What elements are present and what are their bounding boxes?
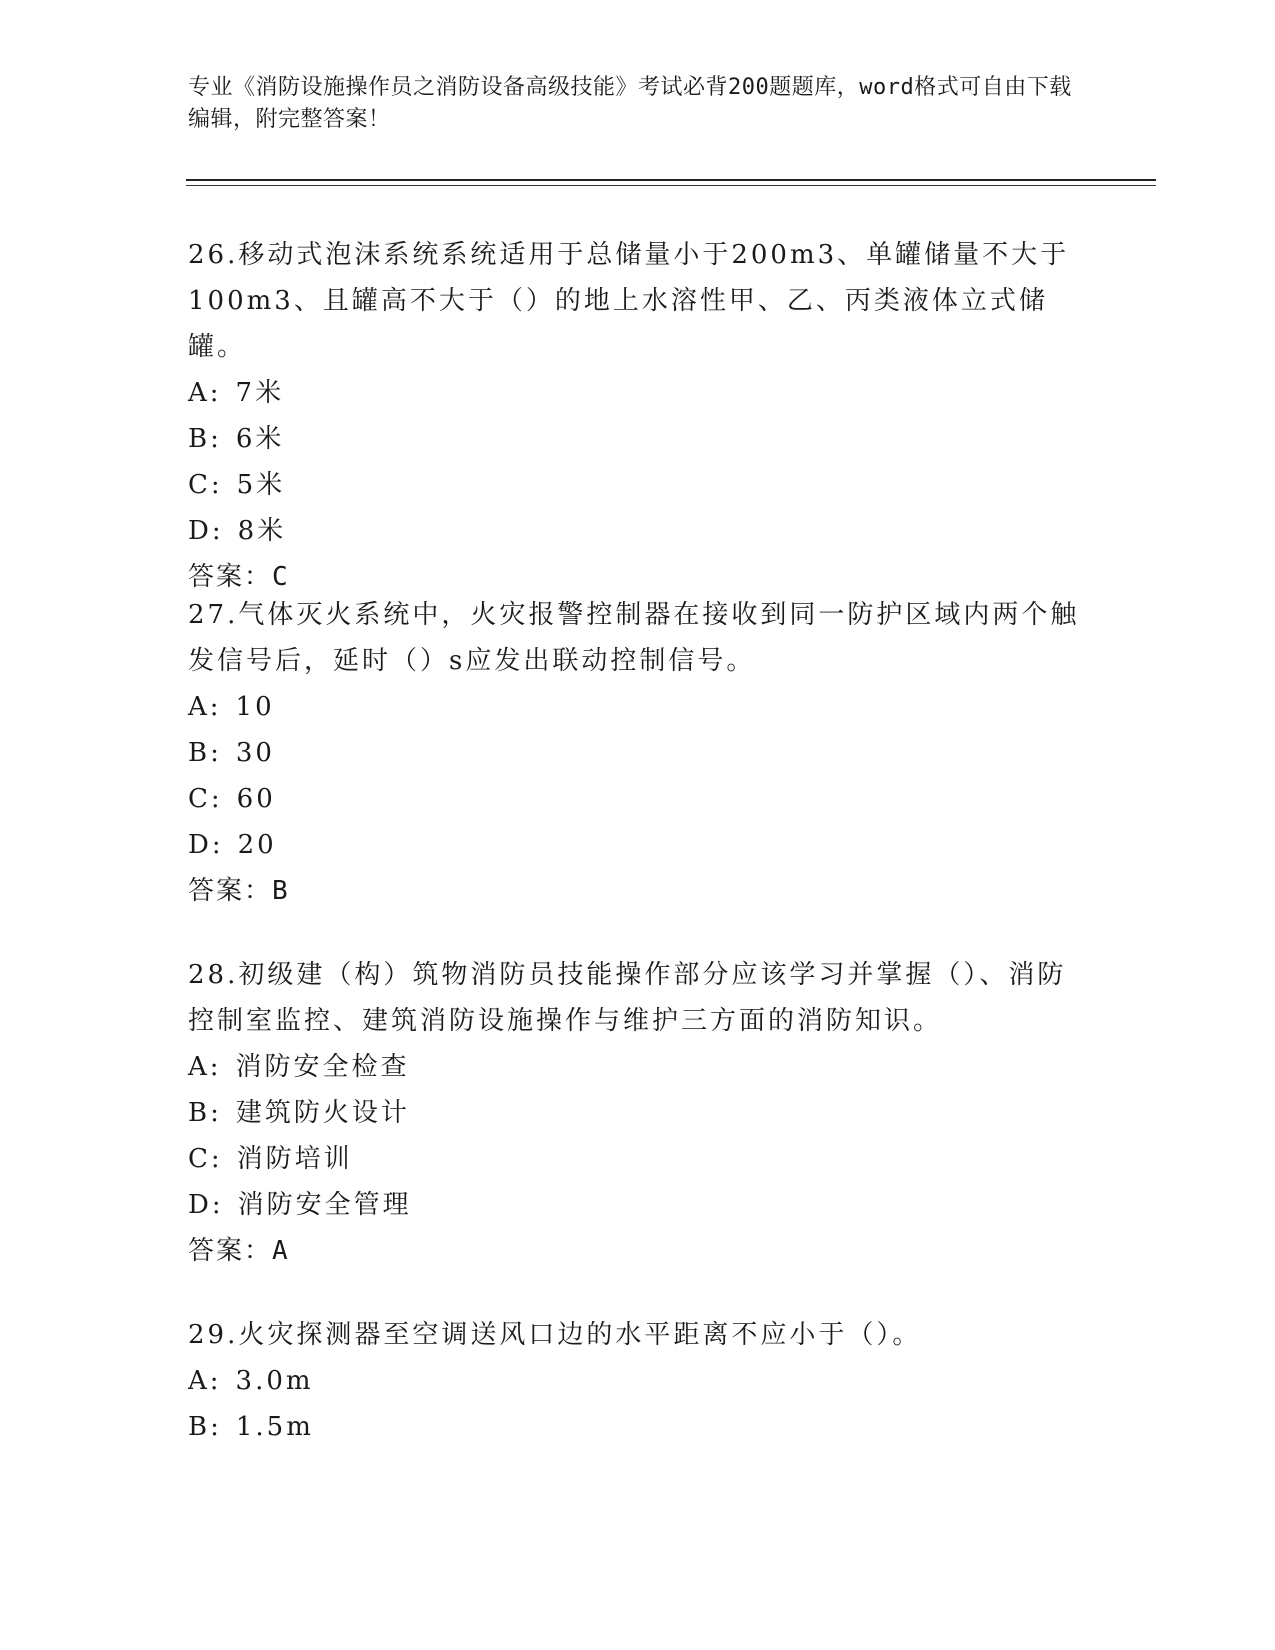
option-key: D: xyxy=(188,1190,224,1220)
header-divider-thick xyxy=(186,179,1156,181)
option-text: 6米 xyxy=(235,424,285,454)
option-key: B: xyxy=(188,738,222,768)
option-text: 20 xyxy=(237,830,277,860)
option-a xyxy=(188,370,1088,416)
option-text: 10 xyxy=(235,692,275,722)
answer-line: 答案：B xyxy=(188,876,290,906)
question-stem: 26.移动式泡沫系统系统适用于总储量小于200m3、单罐储量不大于100m3、且罐高不大于（）的地上水溶性甲、乙、丙类液体立式储罐。 xyxy=(188,240,1070,362)
option-b xyxy=(188,1090,1088,1136)
option-a xyxy=(188,1358,1088,1404)
option-text: 消防安全管理 xyxy=(237,1190,412,1220)
question-stem: 27.气体灭火系统中，火灾报警控制器在接收到同一防护区域内两个触发信号后，延时（）s应发出联动控制信号。 xyxy=(188,600,1080,676)
option-text: 5米 xyxy=(236,470,286,500)
question-stem: 28.初级建（构）筑物消防员技能操作部分应该学习并掌握（）、消防控制室监控、建筑消防设施操作与维护三方面的消防知识。 xyxy=(188,960,1067,1036)
option-d xyxy=(188,508,1088,554)
option-c xyxy=(188,462,1088,508)
question-26 xyxy=(188,232,1088,600)
option-text: 30 xyxy=(235,738,275,768)
option-c xyxy=(188,776,1088,822)
option-key: B: xyxy=(188,1412,222,1442)
option-text: 1.5m xyxy=(235,1412,314,1442)
option-text: 消防安全检查 xyxy=(235,1052,410,1082)
question-27 xyxy=(188,592,1088,914)
answer-line: 答案：A xyxy=(188,1236,290,1266)
option-text: 3.0m xyxy=(235,1366,314,1396)
header-divider-thin xyxy=(186,185,1156,186)
question-29 xyxy=(188,1312,1088,1450)
option-key: A: xyxy=(188,378,222,408)
option-text: 建筑防火设计 xyxy=(235,1098,410,1128)
option-a xyxy=(188,684,1088,730)
option-b xyxy=(188,1404,1088,1450)
option-d xyxy=(188,1182,1088,1228)
option-key: D: xyxy=(188,516,224,546)
option-key: C: xyxy=(188,1144,223,1174)
option-text: 60 xyxy=(236,784,276,814)
option-b xyxy=(188,416,1088,462)
option-text: 7米 xyxy=(235,378,285,408)
option-c xyxy=(188,1136,1088,1182)
question-28 xyxy=(188,952,1088,1274)
option-key: A: xyxy=(188,1052,222,1082)
option-text: 消防培训 xyxy=(236,1144,353,1174)
option-d xyxy=(188,822,1088,868)
option-key: C: xyxy=(188,784,223,814)
option-key: C: xyxy=(188,470,223,500)
option-key: A: xyxy=(188,692,222,722)
question-stem: 29.火灾探测器至空调送风口边的水平距离不应小于（）。 xyxy=(188,1320,922,1350)
document-header: 专业《消防设施操作员之消防设备高级技能》考试必背200题题库，word格式可自由下载编辑，附完整答案！ xyxy=(188,75,1072,132)
option-key: D: xyxy=(188,830,224,860)
option-key: A: xyxy=(188,1366,222,1396)
option-key: B: xyxy=(188,1098,222,1128)
option-text: 8米 xyxy=(237,516,287,546)
option-key: B: xyxy=(188,424,222,454)
answer-line: 答案：C xyxy=(188,562,290,592)
option-a xyxy=(188,1044,1088,1090)
option-b xyxy=(188,730,1088,776)
